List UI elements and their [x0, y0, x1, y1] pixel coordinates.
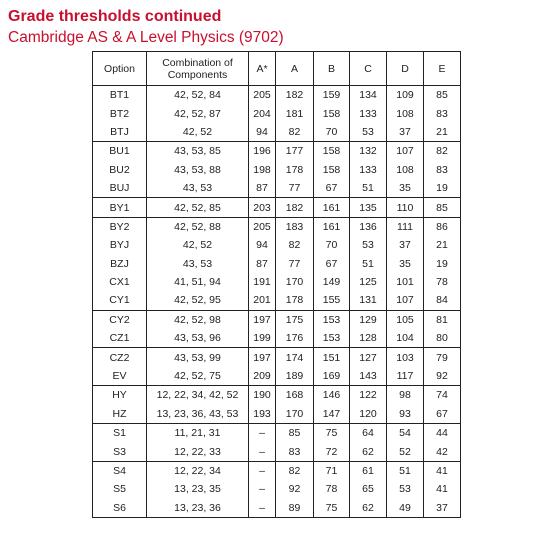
threshold-cell: 94 [249, 123, 276, 142]
threshold-cell: 153 [314, 310, 350, 329]
threshold-cell: 61 [350, 461, 387, 480]
threshold-cell: 81 [424, 310, 461, 329]
threshold-cell: 19 [424, 255, 461, 273]
threshold-cell: 21 [424, 236, 461, 254]
threshold-cell: 182 [276, 86, 314, 105]
option-cell: BTJ [93, 123, 147, 142]
threshold-cell: 54 [387, 424, 424, 443]
threshold-cell: 128 [350, 329, 387, 348]
threshold-cell: 146 [314, 386, 350, 405]
threshold-cell: 111 [387, 217, 424, 236]
option-cell: BU1 [93, 142, 147, 161]
components-cell: 42, 52, 75 [147, 367, 249, 386]
threshold-cell: 62 [350, 499, 387, 518]
threshold-cell: 209 [249, 367, 276, 386]
threshold-cell: 37 [387, 236, 424, 254]
threshold-cell: 64 [350, 424, 387, 443]
option-cell: CX1 [93, 273, 147, 291]
threshold-cell: 101 [387, 273, 424, 291]
threshold-cell: 85 [424, 86, 461, 105]
threshold-cell: 131 [350, 291, 387, 310]
table-row [93, 86, 461, 105]
option-cell: S4 [93, 461, 147, 480]
threshold-cell: 70 [314, 123, 350, 142]
components-cell: 12, 22, 33 [147, 442, 249, 461]
threshold-cell: 44 [424, 424, 461, 443]
table-header-row [93, 52, 461, 86]
threshold-cell: 134 [350, 86, 387, 105]
components-cell: 12, 22, 34, 42, 52 [147, 386, 249, 405]
threshold-cell: 204 [249, 104, 276, 122]
column-header: A* [249, 52, 276, 86]
threshold-cell: 161 [314, 217, 350, 236]
threshold-cell: 98 [387, 386, 424, 405]
components-cell: 42, 52, 84 [147, 86, 249, 105]
option-cell: CZ2 [93, 348, 147, 367]
threshold-cell: 108 [387, 104, 424, 122]
threshold-cell: 158 [314, 161, 350, 179]
option-cell: BT1 [93, 86, 147, 105]
threshold-cell: 87 [249, 255, 276, 273]
option-cell: EV [93, 367, 147, 386]
column-header: C [350, 52, 387, 86]
threshold-cell: 122 [350, 386, 387, 405]
threshold-cell: 203 [249, 198, 276, 217]
option-cell: CY2 [93, 310, 147, 329]
table-row [93, 348, 461, 367]
threshold-cell: 19 [424, 179, 461, 198]
threshold-cell: – [249, 442, 276, 461]
threshold-cell: 205 [249, 217, 276, 236]
threshold-cell: 153 [314, 329, 350, 348]
column-header: A [276, 52, 314, 86]
table-row [93, 442, 461, 461]
threshold-cell: 49 [387, 499, 424, 518]
table-row [93, 104, 461, 122]
threshold-cell: 104 [387, 329, 424, 348]
threshold-cell: 65 [350, 480, 387, 498]
threshold-cell: 82 [424, 142, 461, 161]
threshold-cell: 53 [350, 236, 387, 254]
components-cell: 42, 52, 88 [147, 217, 249, 236]
threshold-cell: 79 [424, 348, 461, 367]
components-cell: 43, 53 [147, 255, 249, 273]
threshold-cell: 78 [314, 480, 350, 498]
threshold-cell: 51 [350, 255, 387, 273]
threshold-cell: 159 [314, 86, 350, 105]
table-row [93, 273, 461, 291]
components-cell: 11, 21, 31 [147, 424, 249, 443]
table-row [93, 217, 461, 236]
option-cell: BYJ [93, 236, 147, 254]
threshold-cell: 51 [350, 179, 387, 198]
column-header: E [424, 52, 461, 86]
threshold-cell: 108 [387, 161, 424, 179]
threshold-cell: 37 [424, 499, 461, 518]
threshold-cell: 107 [387, 142, 424, 161]
table-row [93, 480, 461, 498]
components-cell: 13, 23, 36 [147, 499, 249, 518]
threshold-cell: 93 [387, 405, 424, 424]
threshold-cell: 151 [314, 348, 350, 367]
threshold-cell: 87 [249, 179, 276, 198]
threshold-cell: 168 [276, 386, 314, 405]
threshold-cell: 189 [276, 367, 314, 386]
threshold-cell: 83 [424, 104, 461, 122]
threshold-cell: 41 [424, 461, 461, 480]
components-cell: 13, 23, 36, 43, 53 [147, 405, 249, 424]
threshold-cell: 133 [350, 104, 387, 122]
threshold-cell: 135 [350, 198, 387, 217]
table-row [93, 198, 461, 217]
threshold-cell: 53 [387, 480, 424, 498]
table-row [93, 310, 461, 329]
threshold-cell: 125 [350, 273, 387, 291]
option-cell: BT2 [93, 104, 147, 122]
threshold-cell: 35 [387, 255, 424, 273]
threshold-cell: – [249, 461, 276, 480]
threshold-cell: 183 [276, 217, 314, 236]
threshold-cell: 51 [387, 461, 424, 480]
table-row [93, 255, 461, 273]
threshold-cell: – [249, 424, 276, 443]
threshold-cell: 143 [350, 367, 387, 386]
components-cell: 42, 52, 95 [147, 291, 249, 310]
table-row [93, 291, 461, 310]
option-cell: BY1 [93, 198, 147, 217]
threshold-cell: 52 [387, 442, 424, 461]
threshold-cell: 83 [276, 442, 314, 461]
components-cell: 42, 52, 98 [147, 310, 249, 329]
threshold-cell: 155 [314, 291, 350, 310]
threshold-cell: 120 [350, 405, 387, 424]
components-cell: 43, 53, 88 [147, 161, 249, 179]
table-row [93, 424, 461, 443]
components-cell: 42, 52 [147, 123, 249, 142]
threshold-cell: 74 [424, 386, 461, 405]
threshold-cell: 190 [249, 386, 276, 405]
threshold-cell: 53 [350, 123, 387, 142]
threshold-cell: 170 [276, 405, 314, 424]
threshold-cell: 175 [276, 310, 314, 329]
table-row [93, 142, 461, 161]
column-header: Option [93, 52, 147, 86]
table-row [93, 367, 461, 386]
column-header: B [314, 52, 350, 86]
table-body [93, 86, 461, 518]
threshold-cell: 77 [276, 255, 314, 273]
components-cell: 43, 53, 99 [147, 348, 249, 367]
components-cell: 13, 23, 35 [147, 480, 249, 498]
threshold-cell: 169 [314, 367, 350, 386]
threshold-cell: 205 [249, 86, 276, 105]
column-header: D [387, 52, 424, 86]
threshold-cell: 199 [249, 329, 276, 348]
threshold-cell: 107 [387, 291, 424, 310]
threshold-cell: 196 [249, 142, 276, 161]
table-row [93, 236, 461, 254]
threshold-cell: 105 [387, 310, 424, 329]
option-cell: HY [93, 386, 147, 405]
option-cell: HZ [93, 405, 147, 424]
threshold-cell: 191 [249, 273, 276, 291]
threshold-cell: 77 [276, 179, 314, 198]
threshold-cell: 178 [276, 291, 314, 310]
option-cell: S6 [93, 499, 147, 518]
threshold-cell: 176 [276, 329, 314, 348]
threshold-cell: 72 [314, 442, 350, 461]
components-cell: 12, 22, 34 [147, 461, 249, 480]
threshold-cell: 86 [424, 217, 461, 236]
threshold-cell: 82 [276, 123, 314, 142]
threshold-cell: 161 [314, 198, 350, 217]
components-cell: 43, 53, 96 [147, 329, 249, 348]
page-title: Grade thresholds continued [8, 8, 222, 25]
threshold-cell: 75 [314, 424, 350, 443]
threshold-cell: 182 [276, 198, 314, 217]
threshold-cell: 174 [276, 348, 314, 367]
threshold-cell: 149 [314, 273, 350, 291]
option-cell: CY1 [93, 291, 147, 310]
threshold-cell: 158 [314, 142, 350, 161]
threshold-cell: 201 [249, 291, 276, 310]
threshold-cell: 71 [314, 461, 350, 480]
threshold-cell: 170 [276, 273, 314, 291]
table-row [93, 499, 461, 518]
threshold-cell: 127 [350, 348, 387, 367]
threshold-cell: 85 [424, 198, 461, 217]
page-subtitle: Cambridge AS & A Level Physics (9702) [8, 29, 284, 46]
threshold-cell: 42 [424, 442, 461, 461]
threshold-cell: – [249, 499, 276, 518]
threshold-cell: 35 [387, 179, 424, 198]
threshold-cell: 70 [314, 236, 350, 254]
option-cell: BY2 [93, 217, 147, 236]
threshold-cell: 178 [276, 161, 314, 179]
threshold-cell: 197 [249, 348, 276, 367]
components-cell: 43, 53 [147, 179, 249, 198]
table-row [93, 405, 461, 424]
column-header: Combination of Components [147, 52, 249, 86]
table-row [93, 123, 461, 142]
threshold-cell: 85 [276, 424, 314, 443]
threshold-cell: 158 [314, 104, 350, 122]
threshold-cell: 129 [350, 310, 387, 329]
threshold-cell: 21 [424, 123, 461, 142]
threshold-cell: 41 [424, 480, 461, 498]
threshold-cell: 82 [276, 236, 314, 254]
table-row [93, 329, 461, 348]
threshold-cell: 110 [387, 198, 424, 217]
option-cell: CZ1 [93, 329, 147, 348]
option-cell: BZJ [93, 255, 147, 273]
components-cell: 42, 52 [147, 236, 249, 254]
threshold-cell: 109 [387, 86, 424, 105]
grade-thresholds-table [92, 51, 461, 518]
table-row [93, 179, 461, 198]
threshold-cell: 117 [387, 367, 424, 386]
threshold-cell: 67 [424, 405, 461, 424]
threshold-cell: 147 [314, 405, 350, 424]
threshold-cell: 75 [314, 499, 350, 518]
threshold-cell: 37 [387, 123, 424, 142]
threshold-cell: 177 [276, 142, 314, 161]
threshold-cell: 193 [249, 405, 276, 424]
threshold-cell: 198 [249, 161, 276, 179]
option-cell: S5 [93, 480, 147, 498]
threshold-cell: – [249, 480, 276, 498]
table-row [93, 461, 461, 480]
threshold-cell: 67 [314, 255, 350, 273]
threshold-cell: 89 [276, 499, 314, 518]
threshold-cell: 80 [424, 329, 461, 348]
components-cell: 42, 52, 85 [147, 198, 249, 217]
table-row [93, 161, 461, 179]
threshold-cell: 103 [387, 348, 424, 367]
threshold-cell: 92 [424, 367, 461, 386]
components-cell: 41, 51, 94 [147, 273, 249, 291]
table-row [93, 386, 461, 405]
threshold-cell: 132 [350, 142, 387, 161]
threshold-cell: 181 [276, 104, 314, 122]
threshold-cell: 94 [249, 236, 276, 254]
threshold-cell: 67 [314, 179, 350, 198]
threshold-cell: 84 [424, 291, 461, 310]
option-cell: S1 [93, 424, 147, 443]
threshold-cell: 136 [350, 217, 387, 236]
threshold-cell: 197 [249, 310, 276, 329]
option-cell: S3 [93, 442, 147, 461]
option-cell: BU2 [93, 161, 147, 179]
option-cell: BUJ [93, 179, 147, 198]
threshold-cell: 83 [424, 161, 461, 179]
threshold-cell: 92 [276, 480, 314, 498]
threshold-cell: 78 [424, 273, 461, 291]
threshold-cell: 82 [276, 461, 314, 480]
components-cell: 43, 53, 85 [147, 142, 249, 161]
threshold-cell: 62 [350, 442, 387, 461]
threshold-cell: 133 [350, 161, 387, 179]
components-cell: 42, 52, 87 [147, 104, 249, 122]
